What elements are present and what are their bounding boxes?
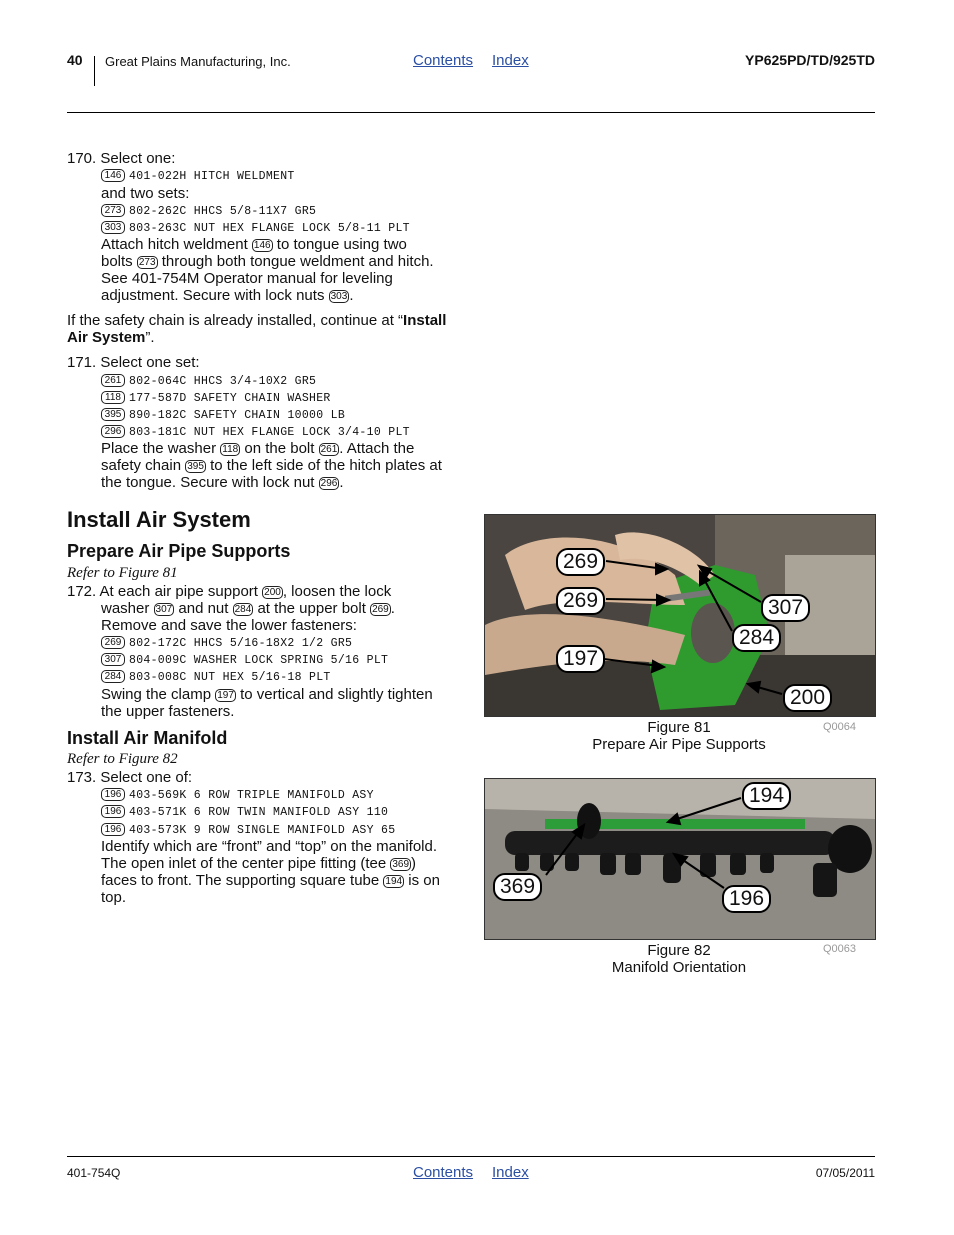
step-text: faces to front. The supporting square tube 194 is on bbox=[101, 872, 440, 889]
step-171-intro: 171. Select one set: bbox=[67, 354, 200, 371]
step-text: Attach hitch weldment 146 to tongue using two bbox=[101, 236, 407, 253]
callout-196: 196 bbox=[722, 885, 771, 913]
contents-link[interactable]: Contents bbox=[413, 1164, 474, 1181]
company-name: Great Plains Manufacturing, Inc. bbox=[105, 54, 291, 69]
figure-82-caption: Manifold Orientation bbox=[611, 959, 747, 976]
callout-194: 194 bbox=[742, 782, 791, 810]
part-line: 196 403-571K 6 ROW TWIN MANIFOLD ASY 110 bbox=[101, 804, 388, 821]
callout-200: 200 bbox=[783, 684, 832, 712]
header-rule bbox=[67, 112, 875, 113]
part-line: 307 804-009C WASHER LOCK SPRING 5/16 PLT bbox=[101, 652, 388, 669]
figure-reference: Refer to Figure 82 bbox=[67, 751, 178, 767]
step-text: washer 307 and nut 284 at the upper bolt 269 . bbox=[101, 600, 395, 617]
part-line: 118 177-587D SAFETY CHAIN WASHER bbox=[101, 390, 331, 407]
figure-81-title: Figure 81 bbox=[647, 719, 711, 736]
figure-reference: Refer to Figure 81 bbox=[67, 565, 178, 581]
index-link[interactable]: Index bbox=[492, 1164, 529, 1181]
step-text: Identify which are “front” and “top” on the manifold. bbox=[101, 838, 438, 855]
step-text: the tongue. Secure with lock nut 296 . bbox=[101, 474, 344, 491]
step-text: top. bbox=[101, 889, 127, 906]
step-text: Swing the clamp 197 to vertical and slightly tighten bbox=[101, 686, 433, 703]
step-text: and two sets: bbox=[101, 185, 190, 202]
figure-82-arrows bbox=[484, 778, 874, 938]
step-text: adjustment. Secure with lock nuts 303 . bbox=[101, 287, 354, 304]
part-line: 196 403-573K 9 ROW SINGLE MANIFOLD ASY 65 bbox=[101, 822, 395, 839]
subsection-title: Install Air Manifold bbox=[67, 728, 228, 748]
section-title: Install Air System bbox=[67, 507, 251, 532]
step-text: the upper fasteners. bbox=[101, 703, 235, 720]
footer-rule bbox=[67, 1156, 875, 1157]
index-link[interactable]: Index bbox=[492, 52, 529, 69]
contents-link[interactable]: Contents bbox=[413, 52, 474, 69]
step-170-intro: 170. Select one: bbox=[67, 150, 176, 167]
subsection-title: Prepare Air Pipe Supports bbox=[67, 541, 291, 561]
callout-197: 197 bbox=[556, 645, 605, 673]
model-number: YP625PD/TD/925TD bbox=[745, 52, 875, 68]
document-number: 401-754Q bbox=[67, 1166, 121, 1180]
part-line: 296 803-181C NUT HEX FLANGE LOCK 3/4-10 PLT bbox=[101, 424, 410, 441]
figure-81-caption: Prepare Air Pipe Supports bbox=[592, 736, 766, 753]
callout-369: 369 bbox=[493, 873, 542, 901]
step-text: See 401-754M Operator manual for leveling bbox=[101, 270, 393, 287]
callout-284: 284 bbox=[732, 624, 781, 652]
figure-81-id: Q0064 bbox=[823, 721, 857, 733]
callout-269: 269 bbox=[556, 587, 605, 615]
step-text: 172. At each air pipe support 200 , loosen the lock bbox=[67, 583, 392, 600]
step-text: bolts 273 through both tongue weldment and hitch. bbox=[101, 253, 434, 270]
step-173-intro: 173. Select one of: bbox=[67, 769, 193, 786]
revision-date: 07/05/2011 bbox=[815, 1166, 875, 1180]
header-divider bbox=[94, 56, 95, 86]
part-line: 196 403-569K 6 ROW TRIPLE MANIFOLD ASY bbox=[101, 787, 374, 804]
part-line: 261 802-064C HHCS 3/4-10X2 GR5 bbox=[101, 373, 316, 390]
part-line: 303 803-263C NUT HEX FLANGE LOCK 5/8-11 PLT bbox=[101, 220, 410, 237]
callout-307: 307 bbox=[761, 594, 810, 622]
figure-81-arrows bbox=[484, 514, 874, 715]
callout-269: 269 bbox=[556, 548, 605, 576]
step-text: safety chain 395 to the left side of the hitch plates at bbox=[101, 457, 442, 474]
step-text: The open inlet of the center pipe fitting (tee 369 ) bbox=[101, 855, 417, 872]
part-line: 395 890-182C SAFETY CHAIN 10000 LB bbox=[101, 407, 345, 424]
figure-82-title: Figure 82 bbox=[647, 942, 711, 959]
part-line: 269 802-172C HHCS 5/16-18X2 1/2 GR5 bbox=[101, 635, 352, 652]
page-number: 40 bbox=[67, 52, 83, 68]
part-line: 273 802-262C HHCS 5/8-11X7 GR5 bbox=[101, 203, 316, 220]
part-line: 146 401-022H HITCH WELDMENT bbox=[101, 168, 295, 185]
figure-82-id: Q0063 bbox=[823, 943, 857, 955]
step-text: Place the washer 118 on the bolt 261 . Attach the bbox=[101, 440, 415, 457]
part-line: 284 803-008C NUT HEX 5/16-18 PLT bbox=[101, 669, 331, 686]
safety-chain-note: If the safety chain is already installed, continue at “Install Air System”. bbox=[67, 312, 447, 346]
step-text: Remove and save the lower fasteners: bbox=[101, 617, 357, 634]
